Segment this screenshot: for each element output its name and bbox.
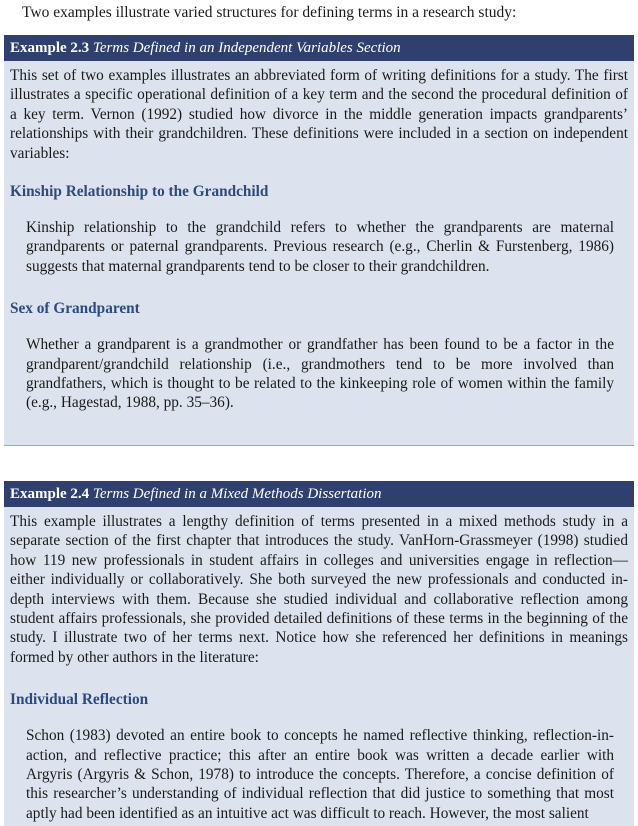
example-box-2-3	[4, 35, 634, 446]
term-heading: Individual Reflection	[10, 691, 149, 709]
example-description: This set of two examples illustrates an abbreviated form of writing definitions for a study. The first illustrates a specific operational definition of a key term and the second the procedural definition of a key term. Vernon (1992) studied how divorce in the middle generation impacts grandparents’ relationships with their grandchildren. These definitions were included in a section on independent variables:	[10, 67, 628, 162]
example-number: Example 2.4	[10, 486, 90, 502]
term-definition: Whether a grandparent is a grandmother or grandfather has been found to be a factor in the grandparent/grandchild relationship (i.e., grandmothers tend to be more involved than grandfathers, which is thought to be related to the kinkeeping role of women within the family (e.g., Hagestad, 1988, pp. 35–36).	[26, 336, 614, 412]
term-definition: Schon (1983) devoted an entire book to concepts he named reflective thinking, reflection-in-action, and reflective practice; this after an entire book was written a decade earlier with Argyris (Argyris & Schon, 1978) to introduce the concepts. Therefore, a concise definition of this researcher’s understanding of individual reflection that did justice to something that most aptly had been identified as an intuitive act was difficult to reach. However, the most salient	[26, 727, 614, 822]
example-header	[4, 481, 634, 507]
term-heading: Sex of Grandparent	[10, 300, 140, 318]
term-heading: Kinship Relationship to the Grandchild	[10, 183, 269, 201]
term-definition: Kinship relationship to the grandchild refers to whether the grandparents are maternal grandparents or paternal grandparents. Previous research (e.g., Cherlin & Furstenberg, 1986) suggests that maternal grandparents tend to be closer to their grandchildren.	[26, 219, 614, 275]
example-box-2-4	[4, 481, 634, 826]
example-header	[4, 35, 634, 61]
example-number: Example 2.3	[10, 40, 90, 56]
example-description: This example illustrates a lengthy definition of terms presented in a mixed methods study in a separate section of the first chapter that introduces the study. VanHorn-Grassmeyer (1998) studied how 119 new professionals in student affairs in colleges and universities engage in reflection—either individually or collaboratively. She both surveyed the new professionals and conducted in-depth interviews with them. Because she studied individual and collaborative reflection among student affairs professionals, she provided detailed definitions of these terms in the beginning of the study. I illustrate two of her terms next. Notice how she referenced her definitions in meanings formed by other authors in the literature:	[10, 513, 628, 666]
example-title: Terms Defined in an Independent Variables Section	[92, 40, 401, 56]
intro-text: Two examples illustrate varied structures for defining terms in a research study:	[22, 4, 517, 21]
example-title: Terms Defined in a Mixed Methods Dissertation	[92, 486, 382, 502]
